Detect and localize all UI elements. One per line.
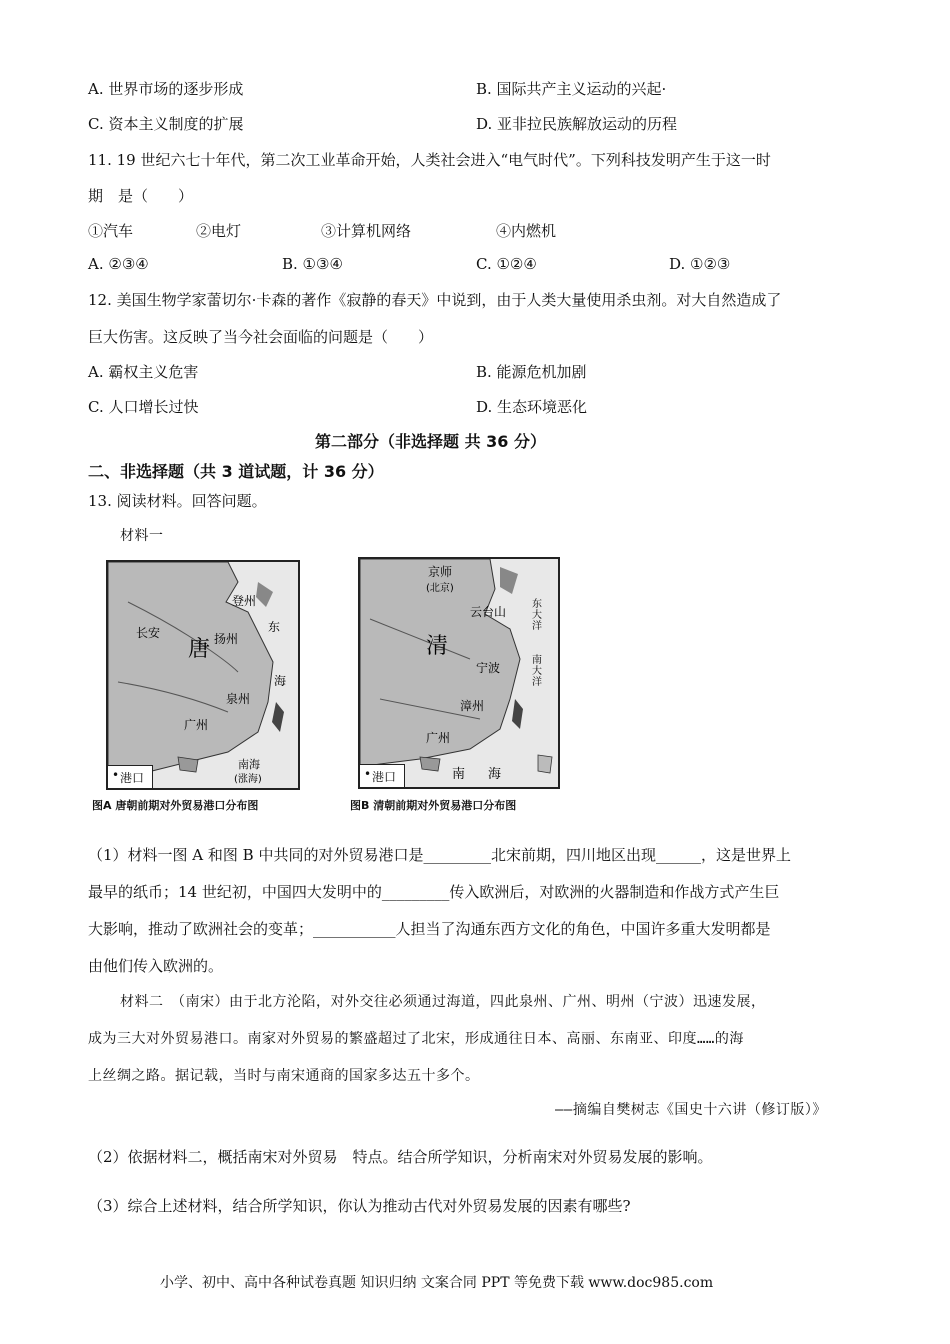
map-a-city-guangzhou: 广州 xyxy=(184,718,209,732)
map-b-city-zhangzhou: 漳州 xyxy=(460,699,485,713)
map-a-land xyxy=(108,562,298,788)
q13-stem: 13. 阅读材料。回答问题。 xyxy=(88,492,267,510)
q10-option-d: D. 亚非拉民族解放运动的历程 xyxy=(476,115,678,133)
q11-option-d: D. ①②③ xyxy=(669,255,731,273)
map-a-sea-hai: 海 xyxy=(274,674,287,688)
map-a xyxy=(106,560,300,790)
q13-p1-line4: 由他们传入欧洲的。 xyxy=(88,957,224,975)
q12-option-d: D. 生态环境恶化 xyxy=(476,398,588,416)
material2-line1: 材料二 （南宋）由于北方沦陷，对外交往必须通过海道，四此泉州、广州、明州（宁波）迅速发展， xyxy=(120,994,766,1010)
q11-option-a: A. ②③④ xyxy=(88,255,149,273)
map-b-country: 清 xyxy=(426,634,449,659)
material2-source: ——摘编自樊树志《国史十六讲（修订版）》 xyxy=(555,1102,827,1118)
map-a-country: 唐 xyxy=(188,637,211,662)
map-a-legend xyxy=(108,765,153,788)
footer: 小学、初中、高中各种试卷真题 知识归纳 文案合同 PPT 等免费下载 www.doc985.com xyxy=(160,1275,714,1291)
q12-option-a: A. 霸权主义危害 xyxy=(88,363,199,381)
q13-p3: （3）综合上述材料，结合所学知识，你认为推动古代对外贸易发展的因素有哪些? xyxy=(88,1197,631,1215)
map-b-caption: 图B 清朝前期对外贸易港口分布图 xyxy=(350,799,517,812)
q10-option-c: C. 资本主义制度的扩展 xyxy=(88,115,244,133)
map-b-city-guangzhou: 广州 xyxy=(426,731,451,745)
map-a-sea-dong: 东 xyxy=(268,620,281,634)
q13-p1-line2: 最早的纸币；14 世纪初，中国四大发明中的_________传入欧洲后，对欧洲的火器制造和作战方式产生巨 xyxy=(88,883,780,901)
q10-option-b: B. 国际共产主义运动的兴起· xyxy=(476,80,667,98)
q11-item-2: ②电灯 xyxy=(196,222,242,240)
q13-p1-line1: （1）材料一图 A 和图 B 中共同的对外贸易港口是_________北宋前期，四川地区出现______，这是世界上 xyxy=(88,846,791,864)
map-a-sea-zhanghai: (涨海) xyxy=(234,774,262,785)
q11-item-3: ③计算机网络 xyxy=(321,222,412,240)
q11-item-1: ①汽车 xyxy=(88,222,134,240)
map-a-city-dengzhou: 登州 xyxy=(232,594,257,608)
map-b-city-beijing: (北京) xyxy=(426,583,454,594)
q13-p1-line3: 大影响，推动了欧洲社会的变革；___________人担当了沟通东西方文化的角色，中国许多重大发明都是 xyxy=(88,920,771,938)
q11-item-4: ④内燃机 xyxy=(496,222,557,240)
map-b-legend xyxy=(360,764,405,787)
map-a-caption: 图A 唐朝前期对外贸易港口分布图 xyxy=(92,799,259,812)
q13-p2: （2）依据材料二，概括南宋对外贸易 特点。结合所学知识，分析南宋对外贸易发展的影响。 xyxy=(88,1148,713,1166)
material2-line2: 成为三大对外贸易港口。南家对外贸易的繁盛超过了北宋，形成通往日本、高丽、东南亚、印度……的海 xyxy=(88,1031,744,1047)
port-dot-icon: • xyxy=(364,767,372,781)
map-b-city-ningbo: 宁波 xyxy=(476,661,501,675)
map-b-legend-label: 港口 xyxy=(372,770,397,784)
map-b-land xyxy=(360,559,558,787)
map-a-sea-nanhai: 南海 xyxy=(238,758,260,771)
material2-line3: 上丝绸之路。据记载，当时与南宋通商的国家多达五十多个。 xyxy=(88,1068,480,1084)
map-b-city-jingshi: 京师 xyxy=(428,565,453,579)
map-a-city-quanzhou: 泉州 xyxy=(226,692,251,706)
q11-stem-line1: 11. 19 世纪六七十年代，第二次工业革命开始，人类社会进入“电气时代”。下列科技发明产生于这一时 xyxy=(88,151,771,169)
q12-option-b: B. 能源危机加剧 xyxy=(476,363,587,381)
map-b xyxy=(358,557,560,789)
q11-option-b: B. ①③④ xyxy=(282,255,343,273)
q12-stem-line1: 12. 美国生物学家蕾切尔·卡森的著作《寂静的春天》中说到，由于人类大量使用杀虫剂。对大自然造成了 xyxy=(88,291,782,309)
part2-title: 第二部分（非选择题 共 36 分） xyxy=(315,432,546,451)
map-a-legend-label: 港口 xyxy=(120,771,145,785)
q10-option-a: A. 世界市场的逐步形成 xyxy=(88,80,244,98)
map-b-sea-hai: 海 xyxy=(488,767,502,782)
map-b-sea-nandayang: 南大洋 xyxy=(532,655,542,688)
map-b-city-yuntaishan: 云台山 xyxy=(470,605,507,619)
material1-label: 材料一 xyxy=(120,528,164,544)
map-b-sea-nan: 南 xyxy=(452,767,466,782)
section2-title: 二、非选择题（共 3 道试题，计 36 分） xyxy=(88,462,384,481)
q12-option-c: C. 人口增长过快 xyxy=(88,398,199,416)
port-dot-icon: • xyxy=(112,768,120,782)
q11-stem-line2: 期 是（ ） xyxy=(88,187,194,205)
q11-option-c: C. ①②④ xyxy=(476,255,537,273)
map-a-city-changan: 长安 xyxy=(136,626,161,640)
map-a-city-yangzhou: 扬州 xyxy=(214,632,239,646)
q12-stem-line2: 巨大伤害。这反映了当今社会面临的问题是（ ） xyxy=(88,328,434,346)
map-b-sea-dongdayang: 东大洋 xyxy=(532,599,542,632)
